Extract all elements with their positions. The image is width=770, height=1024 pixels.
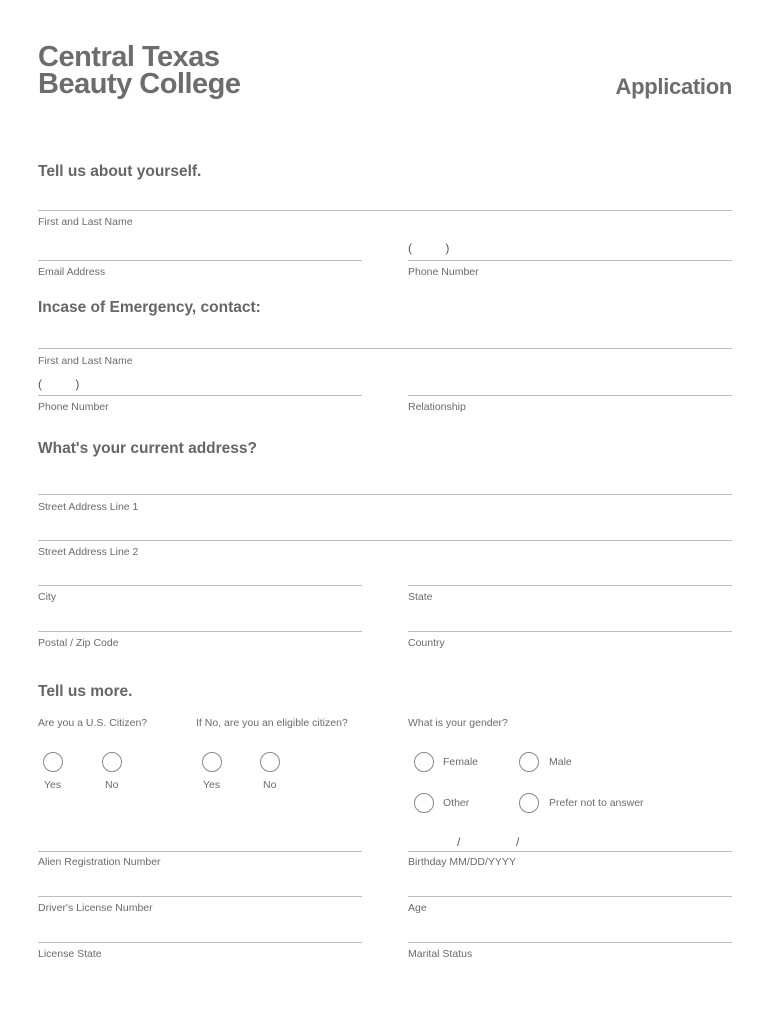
applicant-name-label: First and Last Name	[38, 216, 133, 228]
citizen-no-radio[interactable]	[102, 752, 122, 772]
school-name-line2: Beauty College	[38, 68, 241, 100]
eligible-yes-label: Yes	[203, 779, 221, 791]
applicant-phone-label: Phone Number	[408, 266, 479, 278]
state-label: State	[408, 591, 433, 603]
gender-prefer-not-label: Prefer not to answer	[549, 797, 644, 809]
emergency-relationship-field[interactable]	[408, 395, 732, 396]
street1-label: Street Address Line 1	[38, 501, 139, 513]
license-state-field[interactable]	[38, 942, 362, 943]
school-name	[38, 41, 241, 100]
alien-registration-label: Alien Registration Number	[38, 856, 161, 868]
applicant-name-field[interactable]	[38, 210, 732, 211]
birthday-slash-2: /	[516, 835, 520, 849]
state-field[interactable]	[408, 585, 732, 586]
citizen-no-label: No	[105, 779, 119, 791]
license-state-label: License State	[38, 948, 102, 960]
eligible-question: If No, are you an eligible citizen?	[196, 717, 348, 729]
gender-prefer-not-radio[interactable]	[519, 793, 539, 813]
gender-other-label: Other	[443, 797, 470, 809]
gender-male-radio[interactable]	[519, 752, 539, 772]
age-field[interactable]	[408, 896, 732, 897]
gender-female-radio[interactable]	[414, 752, 434, 772]
gender-question: What is your gender?	[408, 717, 508, 729]
gender-other-radio[interactable]	[414, 793, 434, 813]
about-heading: Tell us about yourself.	[38, 163, 202, 180]
more-heading: Tell us more.	[38, 683, 133, 700]
age-label: Age	[408, 902, 427, 914]
emergency-relationship-label: Relationship	[408, 401, 466, 413]
zip-field[interactable]	[38, 631, 362, 632]
applicant-phone-field[interactable]	[408, 260, 732, 261]
marital-status-label: Marital Status	[408, 948, 473, 960]
applicant-email-field[interactable]	[38, 260, 362, 261]
citizen-yes-label: Yes	[44, 779, 62, 791]
gender-male-label: Male	[549, 756, 572, 768]
city-field[interactable]	[38, 585, 362, 586]
emergency-phone-area-code: ( )	[38, 377, 80, 391]
birthday-label: Birthday MM/DD/YYYY	[408, 856, 516, 868]
zip-label: Postal / Zip Code	[38, 637, 119, 649]
city-label: City	[38, 591, 57, 603]
emergency-heading: Incase of Emergency, contact:	[38, 299, 261, 316]
citizen-question: Are you a U.S. Citizen?	[38, 717, 148, 729]
drivers-license-field[interactable]	[38, 896, 362, 897]
alien-registration-field[interactable]	[38, 851, 362, 852]
document-title: Application	[615, 74, 732, 99]
street1-field[interactable]	[38, 494, 732, 495]
emergency-phone-field[interactable]	[38, 395, 362, 396]
country-label: Country	[408, 637, 445, 649]
drivers-license-label: Driver's License Number	[38, 902, 153, 914]
emergency-name-field[interactable]	[38, 348, 732, 349]
citizen-yes-radio[interactable]	[43, 752, 63, 772]
marital-status-field[interactable]	[408, 942, 732, 943]
applicant-phone-area-code: ( )	[408, 241, 450, 255]
emergency-phone-label: Phone Number	[38, 401, 109, 413]
address-heading: What's your current address?	[38, 440, 258, 457]
eligible-no-radio[interactable]	[260, 752, 280, 772]
eligible-no-label: No	[263, 779, 277, 791]
emergency-name-label: First and Last Name	[38, 355, 133, 367]
school-name-line1: Central Texas	[38, 41, 220, 73]
street2-label: Street Address Line 2	[38, 546, 139, 558]
eligible-yes-radio[interactable]	[202, 752, 222, 772]
applicant-email-label: Email Address	[38, 266, 106, 278]
street2-field[interactable]	[38, 540, 732, 541]
country-field[interactable]	[408, 631, 732, 632]
gender-female-label: Female	[443, 756, 479, 768]
birthday-field[interactable]	[408, 851, 732, 852]
birthday-slash-1: /	[457, 835, 461, 849]
